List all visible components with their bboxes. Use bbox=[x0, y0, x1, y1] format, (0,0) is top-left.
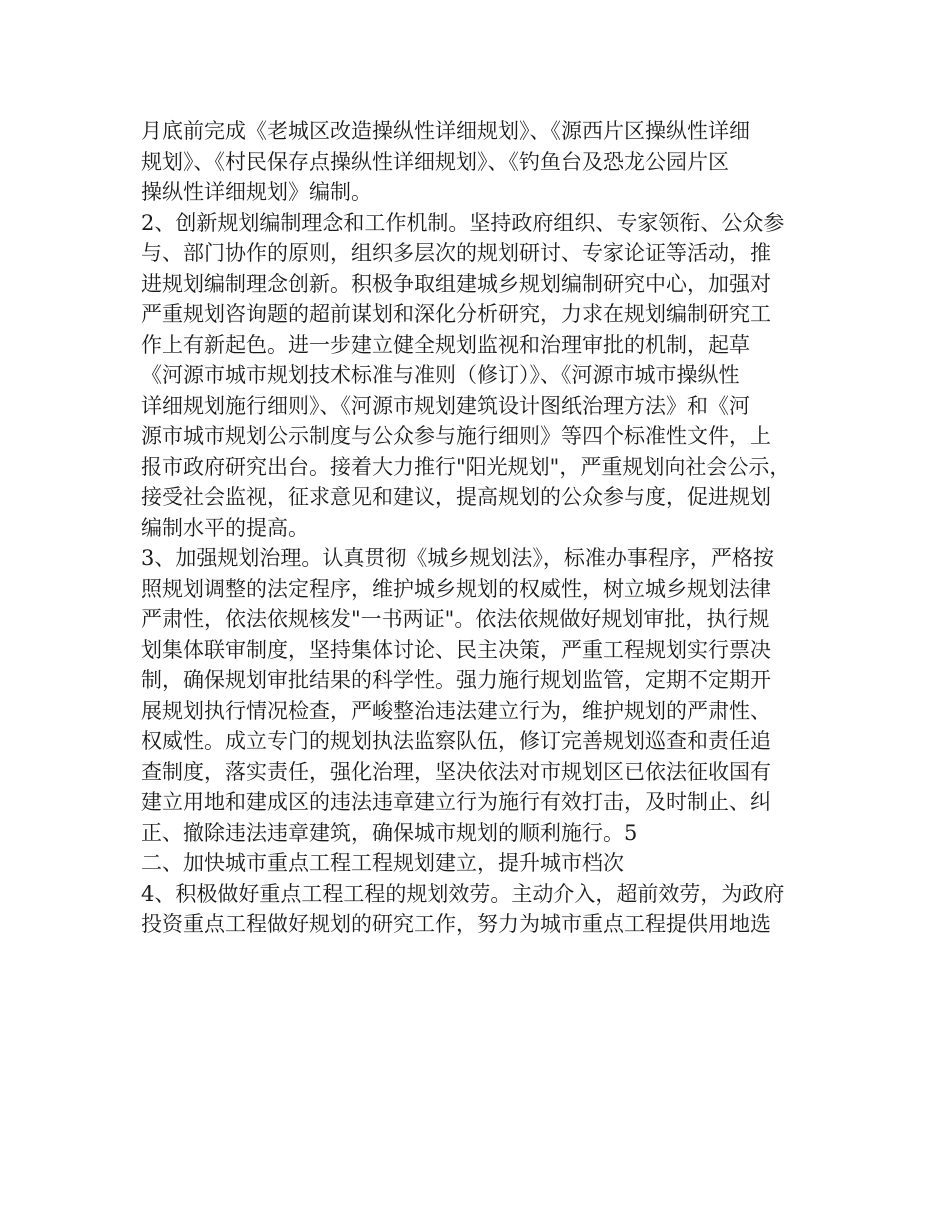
text-line: 划集体联审制度，坚持集体讨论、民主决策，严重工程规划实行票决 bbox=[141, 637, 771, 662]
text-line: 详细规划施行细则》、《河源市规划建筑设计图纸治理方法》和《河 bbox=[141, 393, 750, 418]
text-line: 2、创新规划编制理念和工作机制。坚持政府组织、专家领衔、公众参 bbox=[141, 210, 785, 235]
text-line: 报市政府研究出台。接着大力推行"阳光规划"，严重规划向社会公示， bbox=[141, 454, 791, 479]
text-line: 4、积极做好重点工程工程的规划效劳。主动介入，超前效劳，为政府 bbox=[141, 881, 785, 906]
text-line: 月底前完成《老城区改造操纵性详细规划》、《源西片区操纵性详细 bbox=[141, 119, 750, 143]
text-line: 严肃性，依法依规核发"一书两证"。依法依规做好规划审批，执行规 bbox=[141, 607, 770, 631]
text-line: 与、部门协作的原则，组织多层次的规划研讨、专家论证等活动，推 bbox=[141, 241, 771, 265]
text-line: 规划》、《村民保存点操纵性详细规划》、《钓鱼台及恐龙公园片区 bbox=[141, 149, 729, 174]
text-line: 正、撤除违法违章建筑，确保城市规划的顺利施行。5 bbox=[141, 820, 638, 845]
text-line: 展规划执行情况检查，严峻整治违法建立行为，维护规划的严肃性、 bbox=[141, 698, 771, 723]
text-line: 编制水平的提高。 bbox=[141, 515, 309, 540]
text-line: 严重规划咨询题的超前谋划和深化分析研究，力求在规划编制研究工 bbox=[141, 302, 771, 326]
text-line: 接受社会监视，征求意见和建议，提高规划的公众参与度，促进规划 bbox=[141, 485, 771, 509]
text-line: 二、加快城市重点工程工程规划建立，提升城市档次 bbox=[141, 851, 624, 875]
text-line: 照规划调整的法定程序，维护城乡规划的权威性，树立城乡规划法律 bbox=[141, 576, 771, 601]
text-line: 3、加强规划治理。认真贯彻《城乡规划法》，标准办事程序，严格按 bbox=[141, 546, 774, 570]
text-line: 《河源市城市规划技术标准与准则（修订）》、《河源市城市操纵性 bbox=[141, 363, 740, 387]
text-line: 投资重点工程做好规划的研究工作，努力为城市重点工程提供用地选 bbox=[141, 912, 771, 936]
text-line: 进规划编制理念创新。积极争取组建城乡规划编制研究中心，加强对 bbox=[141, 271, 771, 296]
text-line: 源市城市规划公示制度与公众参与施行细则》等四个标准性文件，上 bbox=[141, 424, 771, 448]
text-line: 操纵性详细规划》编制。 bbox=[141, 180, 372, 204]
text-line: 查制度，落实责任，强化治理，坚决依法对市规划区已依法征收国有 bbox=[141, 759, 771, 784]
text-line: 建立用地和建成区的违法违章建立行为施行有效打击，及时制止、纠 bbox=[141, 790, 771, 814]
text-line: 作上有新起色。进一步建立健全规划监视和治理审批的机制，起草 bbox=[141, 332, 750, 357]
text-line: 权威性。成立专门的规划执法监察队伍，修订完善规划巡查和责任追 bbox=[141, 729, 771, 753]
text-line: 制，确保规划审批结果的科学性。强力施行规划监管，定期不定期开 bbox=[141, 668, 771, 692]
document-body bbox=[141, 116, 821, 940]
